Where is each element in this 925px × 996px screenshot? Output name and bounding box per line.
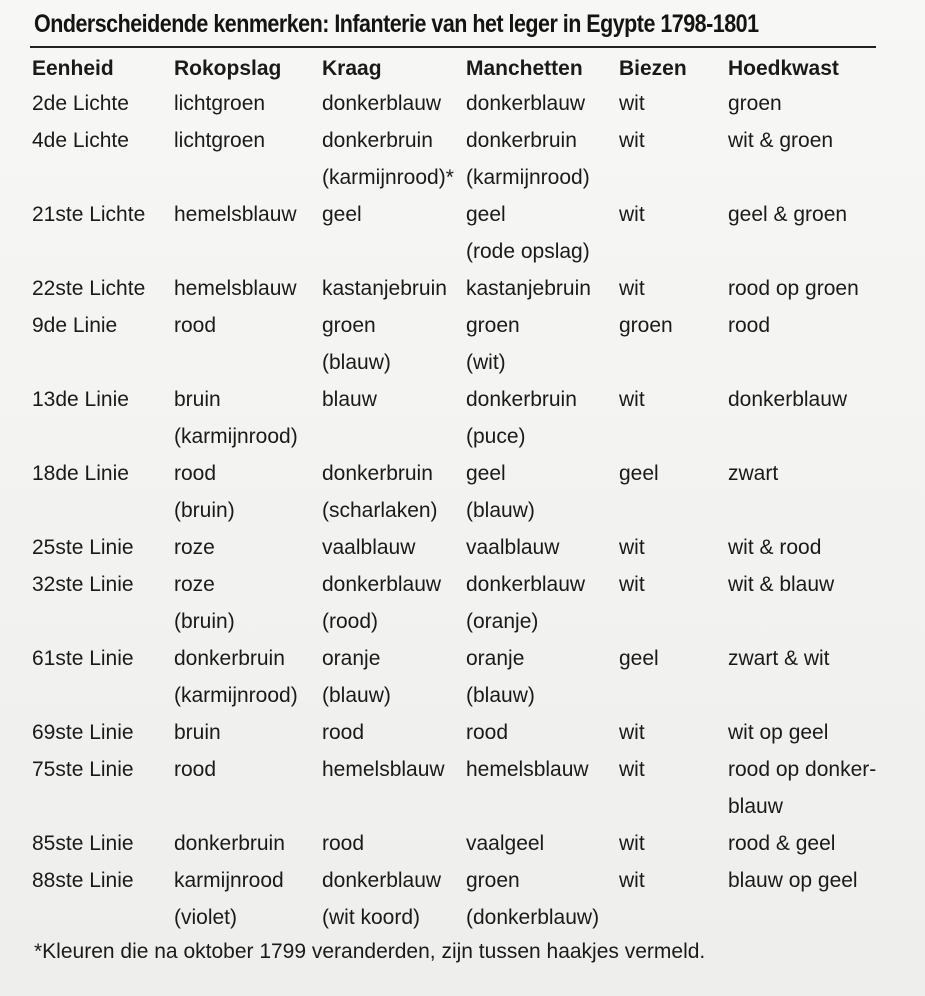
cell-text: kastanjebruin [466,277,591,300]
cell-text: (blauw) [322,684,391,707]
cell-text: karmijnrood [174,869,284,892]
table-cell [322,455,466,529]
cell-text: (rode opslag) [466,240,590,263]
table-cell [322,196,466,270]
table-cell [174,381,322,455]
cell-text: zwart [728,462,779,485]
table-row [32,751,898,825]
cell-text: vaalblauw [466,536,560,559]
table-cell [322,825,466,862]
table-cell [32,640,174,714]
cell-text: wit [619,832,645,855]
table-row [32,714,898,751]
cell-text: 4de Lichte [32,129,129,152]
cell-text: wit [619,536,645,559]
table-cell [728,529,898,566]
table-cell [466,381,619,455]
cell-text: rood [728,314,771,337]
table-cell [32,196,174,270]
cell-text: wit [619,129,645,152]
cell-text: donkerblauw [466,573,586,596]
table-cell [466,751,619,825]
table-row [32,566,898,640]
cell-text: wit [619,721,645,744]
cell-text: bruin [174,388,221,411]
cell-text: hemelsblauw [322,758,445,781]
table-cell [322,85,466,122]
table-cell [174,529,322,566]
cell-text: (karmijnrood)* [322,166,454,189]
table-cell [728,751,898,825]
cell-text: 69ste Linie [32,721,134,744]
cell-text: 75ste Linie [32,758,134,781]
column-header: Rokopslag [174,57,282,80]
cell-text: donkerbruin [466,129,577,152]
table-cell [466,566,619,640]
cell-text: wit [619,758,645,781]
table-cell [466,122,619,196]
cell-text: donkerbruin [322,129,433,152]
table-cell [32,381,174,455]
cell-text: 32ste Linie [32,573,134,596]
cell-text: (karmijnrood) [466,166,590,189]
cell-text: (wit) [466,351,506,374]
table-cell [174,307,322,381]
cell-text: geel [619,647,659,670]
cell-text: rood & geel [728,832,836,855]
page-title: Onderscheidende kenmerken: Infanterie van het leger in Egypte 1798-1801 [34,10,759,38]
table-cell [728,455,898,529]
table-cell [728,566,898,640]
cell-text: groen [466,869,520,892]
table-cell [619,85,728,122]
cell-text: vaalblauw [322,536,416,559]
cell-text: zwart & wit [728,647,830,670]
table-cell [728,825,898,862]
table-cell [619,270,728,307]
table-cell [619,381,728,455]
cell-text: 21ste Lichte [32,203,146,226]
footnote: *Kleuren die na oktober 1799 veranderden, zijn tussen haakjes vermeld. [34,940,706,963]
table-cell [619,122,728,196]
table-row [32,270,898,307]
cell-text: blauw [728,795,783,818]
column-header: Hoedkwast [728,57,839,80]
table-row [32,529,898,566]
table-header-row [32,52,898,85]
cell-text: roze [174,536,215,559]
table-cell [728,714,898,751]
cell-text: rood [466,721,509,744]
table-cell [174,196,322,270]
table-cell [728,640,898,714]
cell-text: wit [619,92,645,115]
cell-text: 2de Lichte [32,92,129,115]
cell-text: 13de Linie [32,388,129,411]
table-cell [322,307,466,381]
cell-text: donkerbruin [174,832,285,855]
cell-text: (blauw) [322,351,391,374]
table-cell [322,566,466,640]
table-cell [466,825,619,862]
cell-text: donkerblauw [728,388,848,411]
cell-text: hemelsblauw [466,758,589,781]
table-cell [32,270,174,307]
cell-text: wit [619,203,645,226]
table-cell [174,122,322,196]
cell-text: wit [619,869,645,892]
cell-text: groen [728,92,782,115]
table-row [32,196,898,270]
table-cell [174,85,322,122]
table-row [32,307,898,381]
table-row [32,862,898,936]
table-cell [32,122,174,196]
cell-text: donkerblauw [322,869,442,892]
table-cell [619,714,728,751]
table-cell [174,566,322,640]
table-cell [174,714,322,751]
cell-text: (violet) [174,906,238,929]
table-cell [322,529,466,566]
cell-text: (oranje) [466,610,539,633]
cell-text: roze [174,573,215,596]
cell-text: (karmijnrood) [174,425,298,448]
table-cell [32,566,174,640]
cell-text: geel [466,203,506,226]
table-cell [32,307,174,381]
table-cell [466,196,619,270]
table-row [32,640,898,714]
table-cell [619,307,728,381]
cell-text: wit & groen [728,129,834,152]
cell-text: blauw op geel [728,869,858,892]
cell-text: groen [619,314,673,337]
table-cell [174,455,322,529]
cell-text: 25ste Linie [32,536,134,559]
cell-text: wit & blauw [728,573,835,596]
table-cell [619,196,728,270]
table-cell [32,825,174,862]
cell-text: oranje [466,647,525,670]
table-cell [174,862,322,936]
cell-text: rood [174,462,217,485]
table-cell [466,529,619,566]
cell-text: lichtgroen [174,92,266,115]
cell-text: geel & groen [728,203,848,226]
table-cell [32,529,174,566]
cell-text: hemelsblauw [174,203,297,226]
cell-text: lichtgroen [174,129,266,152]
cell-text: 85ste Linie [32,832,134,855]
table-cell [466,862,619,936]
cell-text: (wit koord) [322,906,421,929]
table-cell [619,862,728,936]
cell-text: wit op geel [728,721,829,744]
table-cell [466,85,619,122]
cell-text: (karmijnrood) [174,684,298,707]
cell-text: rood [322,832,365,855]
cell-text: rood op donker- [728,758,877,781]
table-cell [322,122,466,196]
cell-text: wit [619,573,645,596]
column-header: Eenheid [32,57,114,80]
table-cell [322,862,466,936]
cell-text: groen [466,314,520,337]
table-cell [32,751,174,825]
cell-text: (rood) [322,610,379,633]
cell-text: (blauw) [466,684,535,707]
cell-text: vaalgeel [466,832,545,855]
table-cell [322,640,466,714]
table-row [32,381,898,455]
table-cell [174,270,322,307]
cell-text: wit [619,277,645,300]
table-row [32,85,898,122]
table-cell [728,122,898,196]
cell-text: (puce) [466,425,526,448]
table-row [32,455,898,529]
cell-text: 18de Linie [32,462,129,485]
table-cell [619,566,728,640]
table-cell [322,751,466,825]
table-cell [728,196,898,270]
table-cell [466,307,619,381]
cell-text: rood [174,314,217,337]
cell-text: (bruin) [174,610,235,633]
cell-text: kastanjebruin [322,277,447,300]
cell-text: donkerbruin [174,647,285,670]
cell-text: hemelsblauw [174,277,297,300]
cell-text: 9de Linie [32,314,118,337]
table-cell [619,455,728,529]
cell-text: wit & rood [728,536,822,559]
cell-text: (scharlaken) [322,499,438,522]
cell-text: oranje [322,647,381,670]
cell-text: rood [174,758,217,781]
column-header: Biezen [619,57,687,80]
table-cell [466,714,619,751]
cell-text: blauw [322,388,377,411]
cell-text: (blauw) [466,499,535,522]
cell-text: (donkerblauw) [466,906,600,929]
cell-text: donkerblauw [322,573,442,596]
cell-text: donkerblauw [322,92,442,115]
table-cell [322,381,466,455]
table-row [32,122,898,196]
table-cell [619,640,728,714]
uniform-table [32,52,898,936]
table-cell [322,714,466,751]
cell-text: geel [322,203,362,226]
table-cell [619,751,728,825]
cell-text: rood [322,721,365,744]
table-cell [466,270,619,307]
cell-text: geel [466,462,506,485]
cell-text: (bruin) [174,499,235,522]
cell-text: wit [619,388,645,411]
table-cell [174,825,322,862]
cell-text: donkerbruin [466,388,577,411]
table-cell [174,751,322,825]
title-rule [30,46,876,48]
table-cell [32,862,174,936]
table-cell [322,270,466,307]
table-cell [174,640,322,714]
table-cell [619,825,728,862]
table-cell [466,640,619,714]
cell-text: donkerbruin [322,462,433,485]
cell-text: donkerblauw [466,92,586,115]
table-cell [728,85,898,122]
table-cell [728,862,898,936]
cell-text: rood op groen [728,277,859,300]
column-header: Manchetten [466,57,583,80]
table-cell [728,381,898,455]
table-cell [728,270,898,307]
cell-text: bruin [174,721,221,744]
cell-text: geel [619,462,659,485]
table-cell [32,714,174,751]
cell-text: groen [322,314,376,337]
table-cell [619,529,728,566]
table-cell [32,455,174,529]
cell-text: 22ste Lichte [32,277,146,300]
cell-text: 61ste Linie [32,647,134,670]
column-header: Kraag [322,57,382,80]
table-cell [728,307,898,381]
cell-text: 88ste Linie [32,869,134,892]
table-row [32,825,898,862]
table-cell [32,85,174,122]
table-cell [466,455,619,529]
